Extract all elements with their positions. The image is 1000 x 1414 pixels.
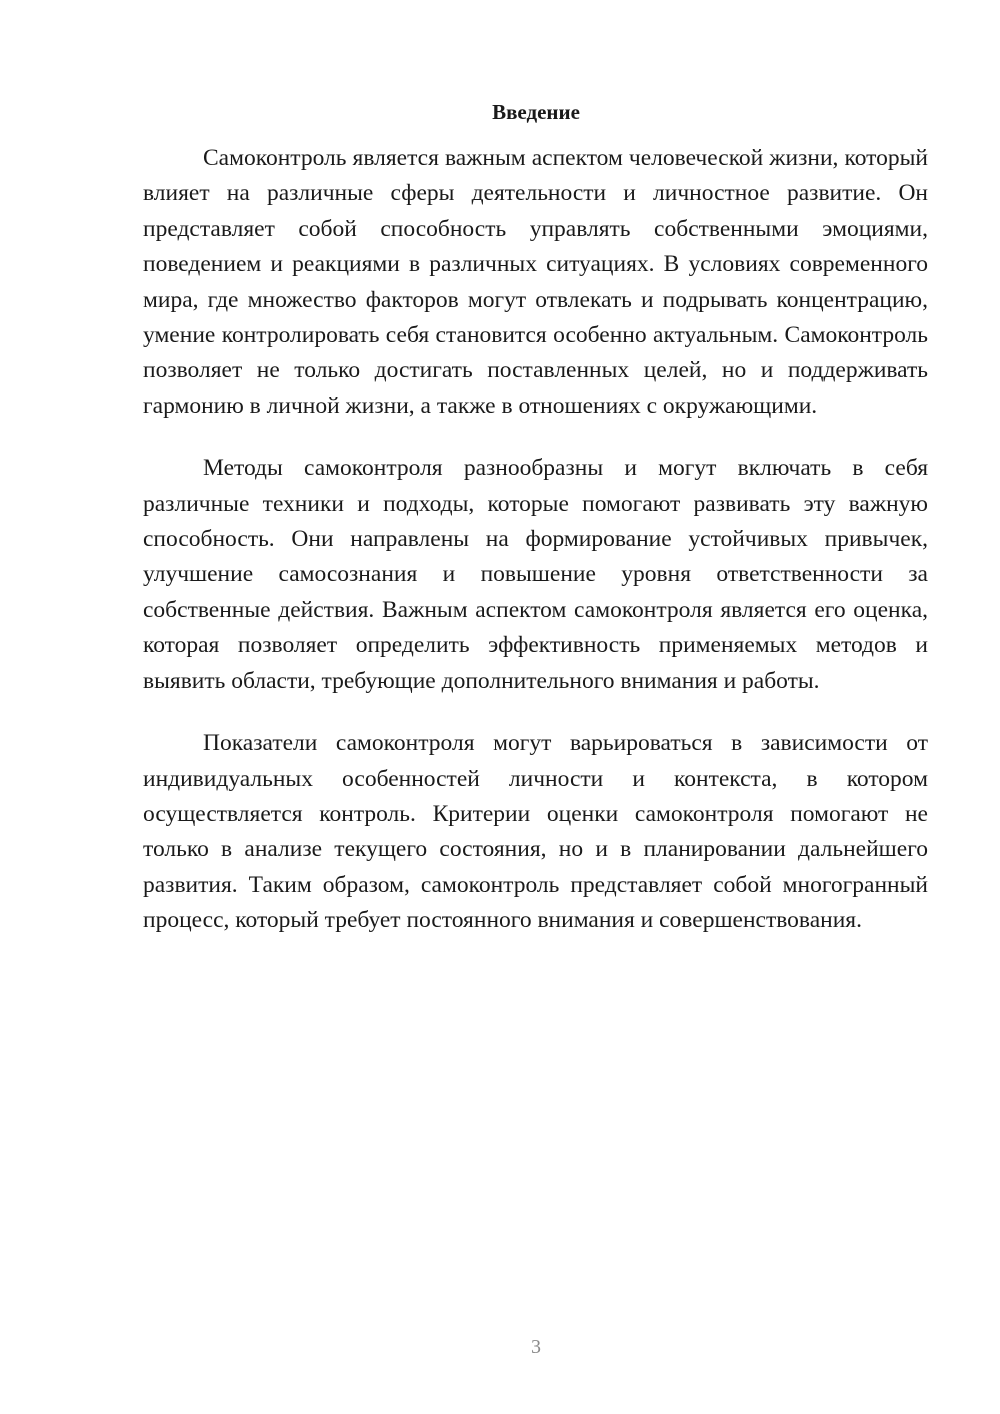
paragraph-1: Самоконтроль является важным аспектом человеческой жизни, который влияет на различные сферы деятельности и личностное развитие. Он представляет собой способность управлять собственными эмоциями, поведением и реакциями в различных ситуациях. В условиях современного мира, где множество факторов могут отвлекать и подрывать концентрацию, умение контролировать себя становится особенно актуальным. Самоконтроль позволяет не только достигать поставленных целей, но и поддерживать гармонию в личной жизни, а также в отношениях с окружающими. (143, 145, 928, 419)
page-number: 3 (531, 1336, 541, 1358)
section-title: Введение (492, 100, 580, 124)
paragraph-2: Методы самоконтроля разнообразны и могут включать в себя различные техники и подходы, которые помогают развивать эту важную способность. Они направлены на формирование устойчивых привычек, улучшение самосознания и повышение уровня ответственности за собственные действия. Важным аспектом самоконтроля является его оценка, которая позволяет определить эффективность применяемых методов и выявить области, требующие дополнительного внимания и работы. (143, 455, 928, 694)
body-text (143, 141, 928, 966)
paragraph-3: Показатели самоконтроля могут варьироваться в зависимости от индивидуальных особенностей личности и контекста, в котором осуществляется контроль. Критерии оценки самоконтроля помогают не только в анализе текущего состояния, но и в планировании дальнейшего развития. Таким образом, самоконтроль представляет собой многогранный процесс, который требует постоянного внимания и совершенствования. (143, 730, 928, 934)
